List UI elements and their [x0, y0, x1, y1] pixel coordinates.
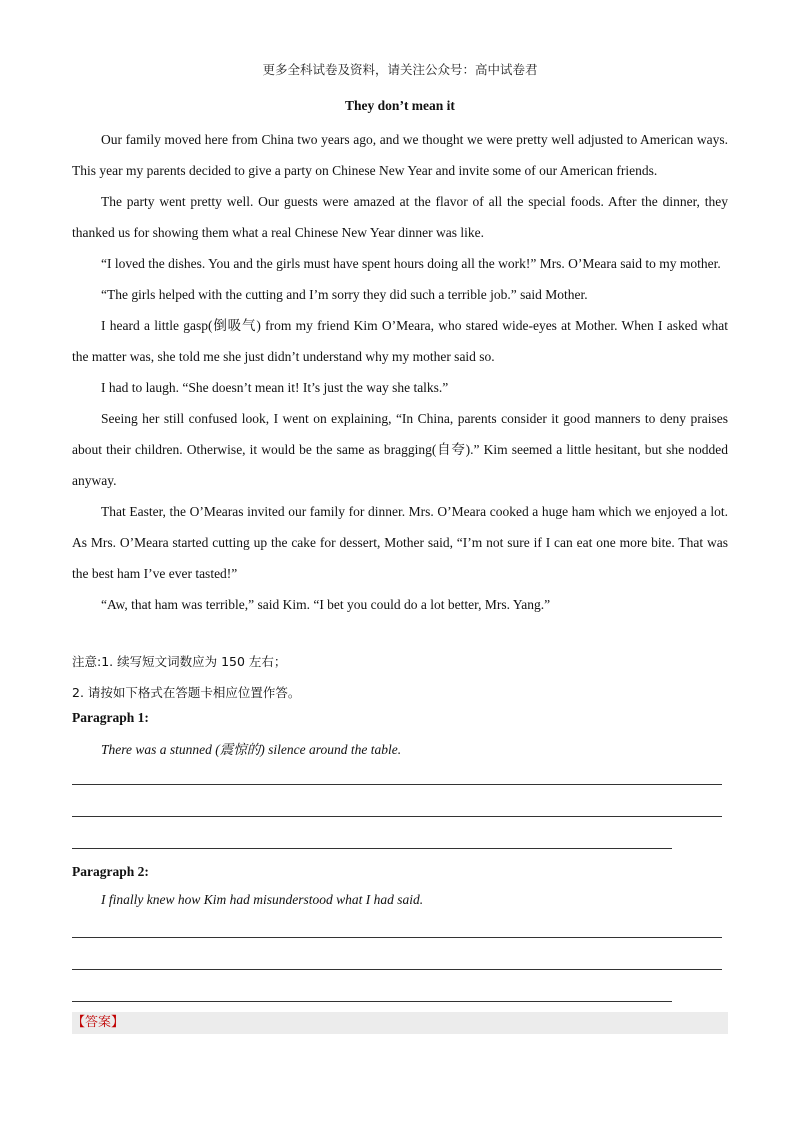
instructions [72, 646, 728, 708]
story-paragraph: I had to laugh. “She doesn’t mean it! It’s just the way she talks.” [101, 380, 449, 395]
paragraph-1-heading: Paragraph 1: [72, 710, 149, 725]
answer-section-bar [72, 1012, 728, 1034]
writing-line[interactable] [72, 937, 722, 938]
answer-label: 【答案】 [72, 1015, 125, 1030]
story-paragraph: Our family moved here from China two years ago, and we thought we were pretty well adjusted to American ways. This year my parents decided to give a party on Chinese New Year and invite some of our American friends. [72, 132, 728, 178]
paragraph-1-prompt: There was a stunned (震惊的) silence around the table. [101, 742, 402, 757]
story-paragraph: “The girls helped with the cutting and I’m sorry they did such a terrible job.” said Mother. [101, 287, 588, 302]
story-paragraph: The party went pretty well. Our guests were amazed at the flavor of all the special foods. After the dinner, they thanked us for showing them what a real Chinese New Year dinner was like. [72, 194, 728, 240]
writing-line[interactable] [72, 969, 722, 970]
story-paragraph: “Aw, that ham was terrible,” said Kim. “I bet you could do a lot better, Mrs. Yang.” [101, 597, 551, 612]
story-body [72, 124, 728, 620]
story-title: They don’t mean it [345, 98, 455, 113]
instruction-line-2: 2. 请按如下格式在答题卡相应位置作答。 [72, 685, 301, 700]
paragraph-2-prompt: I finally knew how Kim had misunderstood what I had said. [101, 892, 424, 907]
story-paragraph: I heard a little gasp(倒吸气) from my friend Kim O’Meara, who stared wide-eyes at Mother. When I asked what the matter was, she told me she just didn’t understand why my mother said so. [72, 318, 728, 364]
writing-line[interactable] [72, 816, 722, 817]
writing-line[interactable] [72, 784, 722, 785]
story-paragraph: That Easter, the O’Mearas invited our family for dinner. Mrs. O’Meara cooked a huge ham which we enjoyed a lot. As Mrs. O’Meara started cutting up the cake for dessert, Mother said, “I’m not sure if I can eat one more bite. That was the best ham I’ve ever tasted!” [72, 504, 728, 581]
story-paragraph: Seeing her still confused look, I went on explaining, “In China, parents consider it good manners to deny praises about their children. Otherwise, it would be the same as bragging(自夸).” Kim seemed a little hesitant, but she nodded anyway. [72, 411, 728, 488]
paragraph-2-heading: Paragraph 2: [72, 864, 149, 879]
instruction-line-1: 注意:1. 续写短文词数应为 150 左右； [72, 654, 287, 669]
writing-line[interactable] [72, 848, 672, 849]
story-paragraph: “I loved the dishes. You and the girls must have spent hours doing all the work!” Mrs. O’Meara said to my mother. [101, 256, 721, 271]
header-note: 更多全科试卷及资料，请关注公众号：高中试卷君 [262, 62, 538, 77]
writing-line[interactable] [72, 1001, 672, 1002]
